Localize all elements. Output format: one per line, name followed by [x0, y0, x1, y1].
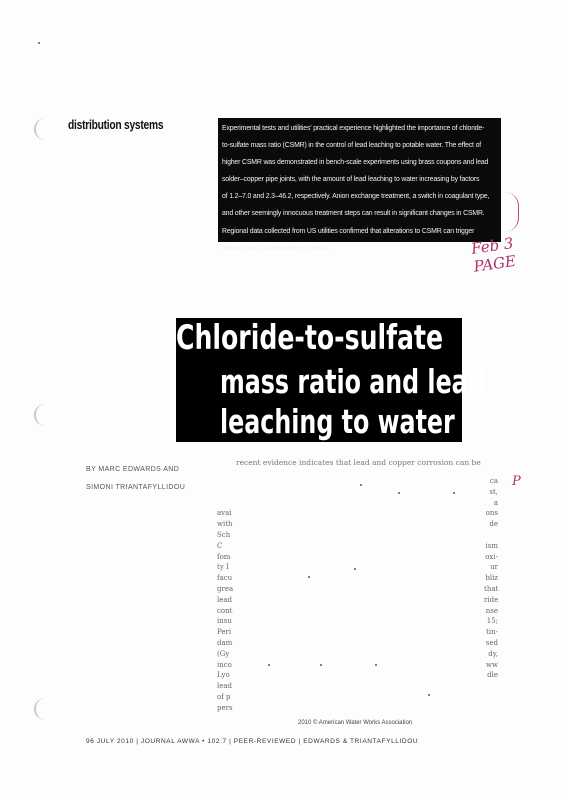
- binder-hole-middle: [34, 404, 50, 426]
- body-text-fragment: ism: [485, 541, 498, 550]
- article-title-line-3: leaching to water: [220, 402, 455, 441]
- scan-speck: [308, 576, 310, 578]
- scan-speck: [453, 492, 455, 494]
- body-text-fragment: ty I: [217, 563, 229, 572]
- binder-hole-bottom: [34, 698, 50, 720]
- body-text-fragment: with: [217, 520, 233, 529]
- handwritten-line: PAGE: [472, 251, 518, 276]
- body-text-fragment: of p: [217, 692, 231, 701]
- body-text-fragment: tin-: [486, 628, 498, 637]
- body-text-fragment: cont: [217, 606, 233, 615]
- body-text-fragment: oxi-: [485, 552, 498, 561]
- body-text-fragments-left: [217, 476, 233, 714]
- body-text-fragment: pers: [217, 703, 233, 712]
- body-text-fragment: dle: [487, 671, 498, 680]
- body-text-fragment: ww: [486, 660, 498, 669]
- body-text-fragment: [484, 681, 498, 692]
- scan-speck: [268, 664, 270, 666]
- body-text-fragment: (Gy: [217, 649, 230, 658]
- body-text-fragment: ons: [485, 509, 498, 518]
- handwritten-note: [470, 234, 517, 276]
- handwritten-bracket: [496, 192, 519, 232]
- abstract-line: and other seemingly innocuous treatment steps can result in significant changes in CSMR.: [222, 210, 485, 218]
- section-label: distribution systems: [68, 118, 164, 132]
- scan-speck: [398, 492, 400, 494]
- body-text-fragment: [484, 703, 498, 714]
- handwritten-line: Feb 3: [470, 234, 515, 258]
- scan-speck: [320, 664, 322, 666]
- body-text-fragment: lead: [217, 595, 233, 604]
- scan-speck: [375, 664, 377, 666]
- body-text-fragment: [484, 530, 498, 541]
- abstract-line: serious lead contamination incidents.: [222, 244, 330, 252]
- body-text-fragment: ur: [490, 563, 498, 572]
- body-text-fragment: dam: [217, 638, 233, 647]
- body-text-fragment: [484, 692, 498, 703]
- body-text-fragment: st,: [489, 487, 498, 496]
- body-text-fragment: sed: [485, 638, 498, 647]
- body-text-fragment: grea: [217, 584, 234, 593]
- body-text-fragment: avai: [217, 509, 232, 518]
- body-text-fragment: inco: [217, 660, 232, 669]
- author-byline: BY MARC EDWARDS AND: [86, 466, 180, 473]
- copyright-footnote: 2010 © American Water Works Association: [298, 720, 413, 726]
- binder-hole-top: [34, 118, 50, 140]
- body-text-fragment: Sch: [217, 530, 231, 539]
- body-text-fragment: [217, 476, 233, 487]
- intro-text: recent evidence indicates that lead and copper corrosion can be: [236, 458, 481, 467]
- body-text-fragment: ride: [484, 595, 499, 604]
- body-text-fragment: facu: [217, 574, 233, 583]
- body-text-fragment: dy,: [488, 649, 498, 658]
- scan-speck: [360, 484, 362, 486]
- body-text-fragment: a: [493, 498, 498, 507]
- body-text-fragments-right: [484, 476, 498, 714]
- body-text-fragment: [217, 498, 233, 509]
- scan-speck: [38, 42, 40, 44]
- body-text-fragment: bliz: [485, 574, 498, 583]
- author-byline: SIMONI TRIANTAFYLLIDOU: [86, 484, 186, 491]
- article-title-line-2: mass ratio and lead: [220, 362, 485, 401]
- abstract-line: of 1.2–7.0 and 2.3–46.2, respectively. Anion exchange treatment, a switch in coagulant type,: [222, 193, 490, 201]
- body-text-fragment: Lyo: [217, 671, 230, 680]
- abstract-line: higher CSMR was demonstrated in bench-scale experiments using brass coupons and lead: [222, 159, 489, 167]
- abstract-line: solder–copper pipe joints, with the amount of lead leaching to water increasing by factors: [222, 176, 480, 184]
- body-text-fragment: de: [489, 520, 498, 529]
- body-text-fragment: lead: [217, 682, 233, 691]
- abstract-line: Experimental tests and utilities' practical experience highlighted the importance of chloride-: [222, 125, 485, 132]
- body-text-fragment: insu: [217, 617, 232, 626]
- abstract-line: Regional data collected from US utilities confirmed that alterations to CSMR can trigger: [222, 227, 475, 235]
- body-text-fragment: nse: [485, 606, 498, 615]
- body-text-fragment: Peri: [217, 628, 232, 637]
- body-text-fragment: that: [484, 584, 499, 593]
- article-title-line-1: Chloride-to-sulfate: [176, 318, 444, 358]
- body-text-fragment: 15;: [486, 617, 498, 626]
- body-text-fragment: C: [217, 541, 223, 550]
- scan-speck: [428, 694, 430, 696]
- body-text-fragment: [217, 487, 233, 498]
- body-text-fragment: fom: [217, 552, 231, 561]
- abstract-line: to-sulfate mass ratio (CSMR) in the control of lead leaching to potable water. The effect of: [222, 142, 482, 150]
- scan-speck: [354, 568, 356, 570]
- handwritten-mark: P: [512, 474, 521, 489]
- page-footer: 96 JULY 2010 | JOURNAL AWWA • 102:7 | PEER-REVIEWED | EDWARDS & TRIANTAFYLLIDOU: [86, 738, 419, 745]
- body-text-fragment: ca: [489, 477, 498, 485]
